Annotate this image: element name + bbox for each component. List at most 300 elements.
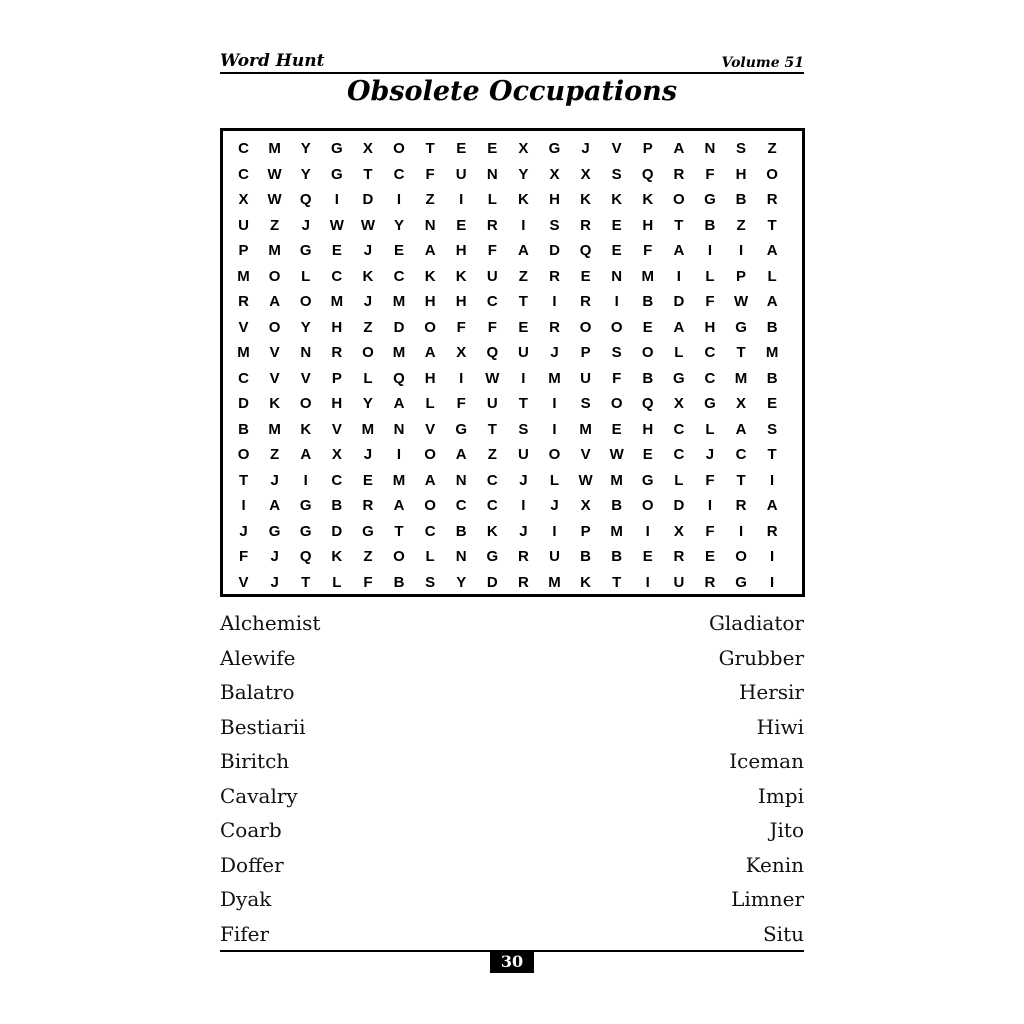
grid-letter: A (735, 420, 747, 438)
grid-letter: R (580, 216, 591, 234)
grid-letter: I (334, 191, 339, 209)
grid-letter: R (238, 293, 249, 311)
grid-letter: B (766, 369, 778, 387)
grid-letter: J (363, 242, 373, 260)
grid-letter: E (456, 216, 467, 234)
word-left: Dyak (220, 887, 272, 912)
grid-letter: O (299, 395, 312, 413)
grid-letter: C (331, 471, 343, 489)
grid-letter: C (673, 420, 685, 438)
volume-label: Volume 51 (721, 55, 804, 71)
grid-letter: V (238, 573, 249, 591)
grid-letter: R (673, 548, 685, 566)
grid-letter: H (455, 242, 467, 260)
word-left: Alewife (220, 645, 296, 670)
grid-letter: N (704, 140, 716, 158)
grid-letter: O (579, 318, 592, 336)
grid-letter: P (642, 140, 653, 158)
grid-letter: Y (394, 216, 405, 234)
grid-letter: A (424, 344, 436, 362)
grid-letter: B (704, 216, 716, 234)
grid-letter: F (705, 471, 715, 489)
grid-letter: Q (641, 165, 654, 183)
grid-letter: A (517, 242, 529, 260)
grid-letter: I (707, 497, 713, 515)
grid-letter: R (486, 216, 498, 234)
grid-letter: L (705, 267, 715, 285)
grid-letter: W (360, 216, 375, 234)
grid-letter: F (705, 293, 715, 311)
grid-letter: V (611, 140, 622, 158)
grid-letter: C (393, 165, 405, 183)
grid-letter: P (580, 344, 591, 362)
grid-letter: I (459, 369, 464, 387)
grid-letter: E (642, 548, 653, 566)
word-list-row (220, 675, 804, 710)
grid-letter: R (517, 573, 529, 591)
grid-letter: L (487, 191, 497, 209)
word-list-row (220, 917, 804, 952)
grid-letter: O (362, 344, 374, 362)
grid-letter: T (767, 216, 777, 234)
grid-letter: H (642, 216, 654, 234)
grid-letter: I (738, 522, 744, 540)
grid-letter: Y (300, 165, 311, 183)
grid-letter: I (521, 216, 526, 234)
grid-letter: W (609, 446, 624, 464)
grid-letter: G (299, 497, 312, 515)
grid-letter: R (580, 293, 591, 311)
grid-letter: H (735, 165, 747, 183)
grid-letter: D (362, 191, 374, 209)
grid-letter: G (735, 318, 747, 336)
page-header (220, 50, 804, 74)
grid-letter: Y (456, 573, 467, 591)
grid-letter: Z (270, 446, 280, 464)
grid-letter: E (362, 471, 373, 489)
grid-letter: O (735, 548, 747, 566)
grid-letter: H (424, 293, 436, 311)
grid-letter: I (645, 573, 650, 591)
grid-letter: L (363, 369, 373, 387)
word-right: Jito (769, 818, 804, 843)
grid-letter: W (267, 165, 282, 183)
grid-letter: F (456, 318, 466, 336)
grid-letter: E (580, 267, 591, 285)
grid-letter: C (238, 140, 249, 158)
grid-letter: U (580, 369, 591, 387)
grid-letter: D (331, 522, 343, 540)
book-title: Word Hunt (220, 51, 325, 71)
grid-letter: C (704, 369, 716, 387)
grid-letter: P (331, 369, 342, 387)
grid-letter: S (611, 165, 622, 183)
grid-letter: E (331, 242, 342, 260)
grid-letter: A (393, 497, 405, 515)
grid-letter: A (455, 446, 467, 464)
grid-letter: F (456, 395, 466, 413)
grid-letter: D (673, 497, 685, 515)
grid-letter: K (269, 395, 281, 413)
grid-letter: F (705, 165, 715, 183)
grid-letter: V (269, 369, 280, 387)
grid-letter: C (486, 497, 498, 515)
word-list-row (220, 882, 804, 917)
grid-letter: S (425, 573, 436, 591)
grid-letter: F (425, 165, 435, 183)
grid-letter: G (735, 573, 747, 591)
grid-letter: J (519, 522, 528, 540)
grid-letter: F (612, 369, 622, 387)
word-right: Impi (757, 783, 804, 808)
grid-letter: C (673, 446, 685, 464)
grid-letter: A (673, 318, 685, 336)
page-number: 30 (490, 951, 534, 973)
grid-letter: P (580, 522, 591, 540)
grid-letter: Q (299, 191, 312, 209)
grid-letter: W (267, 191, 282, 209)
grid-letter: Q (486, 344, 499, 362)
grid-letter: F (643, 242, 653, 260)
grid-letter: C (238, 165, 249, 183)
grid-letter: Z (270, 216, 280, 234)
grid-letter: B (238, 420, 249, 438)
grid-letter: K (362, 267, 374, 285)
grid-letter: X (673, 395, 684, 413)
grid-letter: E (611, 242, 622, 260)
grid-letter: G (548, 140, 561, 158)
grid-letter: J (519, 471, 528, 489)
grid-letter: I (303, 471, 308, 489)
grid-letter: I (614, 293, 619, 311)
grid-letter: J (581, 140, 590, 158)
grid-letter: X (518, 140, 529, 158)
grid-letter: A (424, 471, 436, 489)
grid-letter: T (767, 446, 777, 464)
grid-letter: X (549, 165, 560, 183)
grid-letter: M (392, 344, 406, 362)
grid-letter: C (238, 369, 249, 387)
grid-letter: H (331, 318, 343, 336)
grid-letter: Y (518, 165, 529, 183)
grid-letter: A (300, 446, 312, 464)
grid-letter: F (705, 522, 715, 540)
grid-letter: I (676, 267, 681, 285)
grid-letter: X (331, 446, 342, 464)
word-right: Hiwi (756, 714, 804, 739)
grid-letter: O (548, 446, 561, 464)
grid-letter: M (579, 420, 592, 438)
grid-letter: H (455, 293, 467, 311)
grid-letter: N (486, 165, 498, 183)
grid-letter: A (673, 140, 685, 158)
grid-letter: J (270, 471, 279, 489)
grid-letter: G (486, 548, 499, 566)
grid-letter: U (517, 344, 529, 362)
grid-letter: O (237, 446, 250, 464)
word-left: Alchemist (220, 611, 321, 636)
grid-letter: V (238, 318, 249, 336)
grid-letter: B (611, 548, 623, 566)
grid-letter: E (767, 395, 778, 413)
grid-letter: L (674, 344, 684, 362)
grid-letter: M (548, 573, 561, 591)
word-left: Fifer (220, 921, 270, 946)
grid-letter: T (394, 522, 404, 540)
grid-letter: K (331, 548, 343, 566)
grid-letter: X (238, 191, 249, 209)
grid-letter: O (393, 140, 405, 158)
grid-letter: C (486, 471, 498, 489)
grid-letter: X (580, 165, 591, 183)
grid-letter: D (238, 395, 249, 413)
grid-letter: E (611, 420, 622, 438)
grid-letter: S (611, 344, 622, 362)
grid-letter: Z (518, 267, 528, 285)
grid-letter: D (486, 573, 498, 591)
word-list-row (220, 710, 804, 745)
grid-letter: X (673, 522, 684, 540)
word-left: Doffer (220, 852, 284, 877)
grid-letter: I (552, 420, 557, 438)
grid-letter: U (549, 548, 560, 566)
grid-letter: P (736, 267, 747, 285)
grid-letter: M (330, 293, 344, 311)
grid-letter: I (241, 497, 246, 515)
grid-letter: J (301, 216, 310, 234)
grid-letter: H (424, 369, 436, 387)
grid-letter: L (425, 395, 435, 413)
grid-letter: I (770, 471, 775, 489)
grid-letter: X (580, 497, 591, 515)
word-left: Cavalry (220, 783, 298, 808)
letter-grid (228, 136, 788, 595)
grid-letter: M (548, 369, 561, 387)
grid-letter: I (396, 191, 402, 209)
word-list-row (220, 848, 804, 883)
grid-letter: I (738, 242, 744, 260)
grid-letter: T (674, 216, 684, 234)
grid-letter: R (517, 548, 529, 566)
grid-letter: Q (641, 395, 654, 413)
grid-letter: A (766, 497, 778, 515)
grid-letter: U (673, 573, 685, 591)
grid-letter: O (268, 318, 281, 336)
grid-letter: K (517, 191, 529, 209)
grid-letter: T (518, 293, 528, 311)
grid-letter: T (301, 573, 311, 591)
grid-letter: I (552, 395, 557, 413)
grid-letter: E (456, 140, 467, 158)
word-list-row (220, 641, 804, 676)
grid-letter: M (765, 344, 779, 362)
grid-letter: G (330, 140, 343, 158)
grid-letter: E (642, 318, 653, 336)
grid-letter: A (766, 242, 778, 260)
grid-letter: X (362, 140, 373, 158)
grid-letter: B (331, 497, 343, 515)
grid-letter: B (642, 369, 654, 387)
word-right: Limner (731, 887, 804, 912)
grid-letter: O (673, 191, 685, 209)
grid-letter: M (237, 344, 250, 362)
grid-letter: F (487, 242, 497, 260)
grid-letter: Z (736, 216, 746, 234)
grid-letter: W (578, 471, 593, 489)
grid-letter: O (299, 293, 312, 311)
grid-letter: F (363, 573, 373, 591)
grid-letter: I (770, 573, 775, 591)
grid-letter: J (363, 293, 373, 311)
grid-letter: G (455, 420, 468, 438)
grid-letter: H (549, 191, 560, 209)
grid-letter: K (424, 267, 436, 285)
word-left: Balatro (220, 680, 295, 705)
grid-letter: W (733, 293, 749, 311)
grid-letter: I (645, 522, 650, 540)
grid-letter: W (485, 369, 500, 387)
grid-letter: G (268, 522, 281, 540)
grid-letter: E (704, 548, 715, 566)
grid-letter: Y (362, 395, 373, 413)
grid-letter: G (673, 369, 685, 387)
grid-letter: I (552, 522, 557, 540)
grid-letter: I (552, 293, 557, 311)
grid-letter: R (362, 497, 374, 515)
grid-letter: K (300, 420, 312, 438)
grid-letter: A (673, 242, 685, 260)
grid-letter: Z (363, 548, 373, 566)
grid-letter: V (331, 420, 342, 438)
grid-letter: N (424, 216, 436, 234)
grid-letter: M (610, 471, 623, 489)
grid-letter: O (393, 548, 405, 566)
grid-letter: K (642, 191, 654, 209)
grid-letter: C (393, 267, 405, 285)
grid-letter: I (521, 497, 526, 515)
grid-letter: K (486, 522, 498, 540)
grid-letter: V (269, 344, 280, 362)
grid-letter: O (424, 446, 436, 464)
grid-letter: L (301, 267, 311, 285)
grid-letter: B (766, 318, 778, 336)
grid-letter: V (300, 369, 311, 387)
grid-letter: G (330, 165, 343, 183)
grid-letter: M (268, 140, 281, 158)
grid-letter: C (704, 344, 716, 362)
grid-letter: M (268, 420, 281, 438)
grid-letter: R (735, 497, 747, 515)
grid-letter: U (517, 446, 529, 464)
grid-letter: F (238, 548, 249, 566)
grid-letter: A (766, 293, 778, 311)
grid-letter: O (424, 318, 436, 336)
grid-letter: S (549, 216, 560, 234)
grid-letter: S (736, 140, 747, 158)
grid-letter: O (610, 318, 623, 336)
grid-letter: G (641, 471, 654, 489)
grid-letter: B (735, 191, 747, 209)
grid-letter: N (455, 471, 467, 489)
grid-letter: Y (300, 140, 311, 158)
grid-letter: S (518, 420, 529, 438)
word-list (220, 606, 804, 951)
grid-letter: R (673, 165, 685, 183)
grid-letter: P (238, 242, 249, 260)
grid-letter: G (362, 522, 374, 540)
letter-grid-frame (220, 128, 805, 597)
word-left: Biritch (220, 749, 290, 774)
grid-letter: T (238, 471, 249, 489)
grid-letter: O (766, 165, 778, 183)
grid-letter: T (487, 420, 497, 438)
grid-letter: L (332, 573, 342, 591)
grid-letter: X (736, 395, 747, 413)
grid-letter: E (611, 216, 622, 234)
grid-letter: T (425, 140, 435, 158)
word-list-row (220, 779, 804, 814)
grid-letter: V (425, 420, 436, 438)
word-right: Hersir (738, 680, 804, 705)
grid-letter: Z (767, 140, 777, 158)
grid-letter: A (424, 242, 436, 260)
grid-letter: I (396, 446, 402, 464)
grid-letter: J (550, 497, 559, 515)
grid-letter: I (707, 242, 713, 260)
grid-letter: M (268, 242, 281, 260)
grid-letter: E (394, 242, 405, 260)
grid-letter: J (363, 446, 373, 464)
grid-letter: G (299, 522, 312, 540)
grid-letter: A (269, 497, 281, 515)
word-right: Gladiator (708, 611, 804, 636)
grid-letter: L (705, 420, 715, 438)
grid-letter: S (767, 420, 778, 438)
grid-letter: S (580, 395, 591, 413)
grid-letter: D (549, 242, 560, 260)
grid-letter: N (300, 344, 312, 362)
grid-letter: L (425, 548, 435, 566)
grid-letter: K (580, 191, 591, 209)
grid-letter: O (641, 344, 654, 362)
grid-letter: M (610, 522, 623, 540)
word-right: Grubber (718, 645, 804, 670)
grid-letter: R (704, 573, 716, 591)
word-right: Situ (762, 921, 804, 946)
grid-letter: I (770, 548, 775, 566)
grid-letter: R (331, 344, 343, 362)
grid-letter: D (673, 293, 685, 311)
puzzle-title: Obsolete Occupations (346, 76, 678, 107)
grid-letter: G (704, 395, 716, 413)
grid-letter: O (641, 497, 654, 515)
grid-letter: B (611, 497, 623, 515)
grid-letter: O (268, 267, 281, 285)
grid-letter: U (455, 165, 467, 183)
grid-letter: J (270, 548, 279, 566)
grid-letter: N (393, 420, 405, 438)
grid-letter: K (455, 267, 467, 285)
grid-letter: R (549, 267, 560, 285)
grid-letter: C (735, 446, 747, 464)
grid-letter: C (455, 497, 467, 515)
grid-letter: I (459, 191, 464, 209)
grid-letter: A (269, 293, 281, 311)
grid-letter: Z (487, 446, 497, 464)
grid-letter: Q (299, 548, 312, 566)
grid-letter: J (239, 522, 248, 540)
word-list-row (220, 744, 804, 779)
